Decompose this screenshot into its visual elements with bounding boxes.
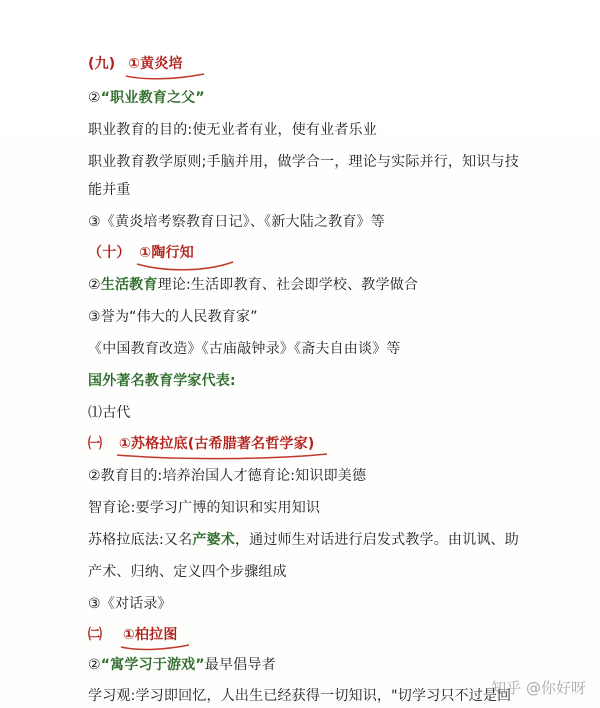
- text-line: ②教育目的:培养治国人才德育论:知识即美德: [88, 468, 367, 484]
- text-line: ③《黄炎培考察教育日记》、《新大陆之教育》等: [88, 214, 385, 230]
- circle-number: ①: [122, 627, 135, 643]
- section-number: ㈡: [88, 627, 103, 643]
- text-line: ②“寓学习于游戏”最早倡导者: [88, 657, 276, 673]
- red-underline-scribble: [124, 71, 206, 81]
- text-line: ②生活教育理论:生活即教育、社会即学校、教学做合: [88, 277, 419, 293]
- text-line: ③誉为“伟大的人民教育家”: [88, 309, 258, 325]
- section-number: (九): [88, 56, 116, 72]
- text-line: 苏格拉底法:又名产婆术，通过师生对话进行启发式教学。由讥讽、助: [88, 532, 519, 548]
- red-underline-scribble: [119, 642, 191, 652]
- text-line: 《中国教育改造》《古庙敲钟录》《斋夫自由谈》等: [88, 341, 401, 357]
- text-line: 智育论:要学习广博的知识和实用知识: [88, 500, 321, 516]
- person-name: 柏拉图: [134, 627, 178, 643]
- red-underline-scribble: [115, 451, 330, 461]
- circle-number: ①: [118, 436, 131, 452]
- circle-number: ①: [128, 56, 141, 72]
- section-heading-huang: [88, 54, 183, 74]
- text-line: ⑴古代: [88, 405, 131, 421]
- circle-number: ①: [139, 245, 152, 261]
- section-heading-plato: [88, 625, 178, 645]
- text-line: 职业教育的目的:使无业者有业，使有业者乐业: [88, 122, 377, 138]
- person-name: 苏格拉底(古希腊著名哲学家): [130, 436, 315, 452]
- section-number: （十）: [88, 245, 131, 261]
- highlight-green: 产婆术: [192, 532, 235, 548]
- highlight-green: 生活教育: [100, 277, 158, 293]
- text-line: ②“职业教育之父”: [88, 90, 205, 106]
- section-title-foreign: 国外著名教育学家代表:: [88, 373, 236, 389]
- highlight-green: “职业教育之父”: [100, 90, 205, 106]
- zhihu-watermark: 知乎 @你好呀: [491, 679, 586, 697]
- section-heading-socrates: [88, 434, 315, 454]
- text-line: 学习观:学习即回忆，人出生已经获得一切知识，"切学习只不过是回: [88, 688, 512, 704]
- text-line: 产术、归纳、定义四个步骤组成: [88, 564, 287, 580]
- red-underline-scribble: [135, 260, 235, 270]
- text-line: 能并重: [88, 182, 131, 198]
- text-line: ③《对话录》: [88, 596, 172, 612]
- highlight-green: “寓学习于游戏”: [100, 657, 205, 673]
- text-line: 职业教育教学原则;手脑并用，做学合一，理论与实际并行，知识与技: [88, 154, 519, 170]
- person-name: 陶行知: [151, 245, 194, 261]
- section-heading-tao: [88, 243, 194, 263]
- section-number: ㈠: [88, 436, 103, 452]
- person-name: 黄炎培: [140, 56, 183, 72]
